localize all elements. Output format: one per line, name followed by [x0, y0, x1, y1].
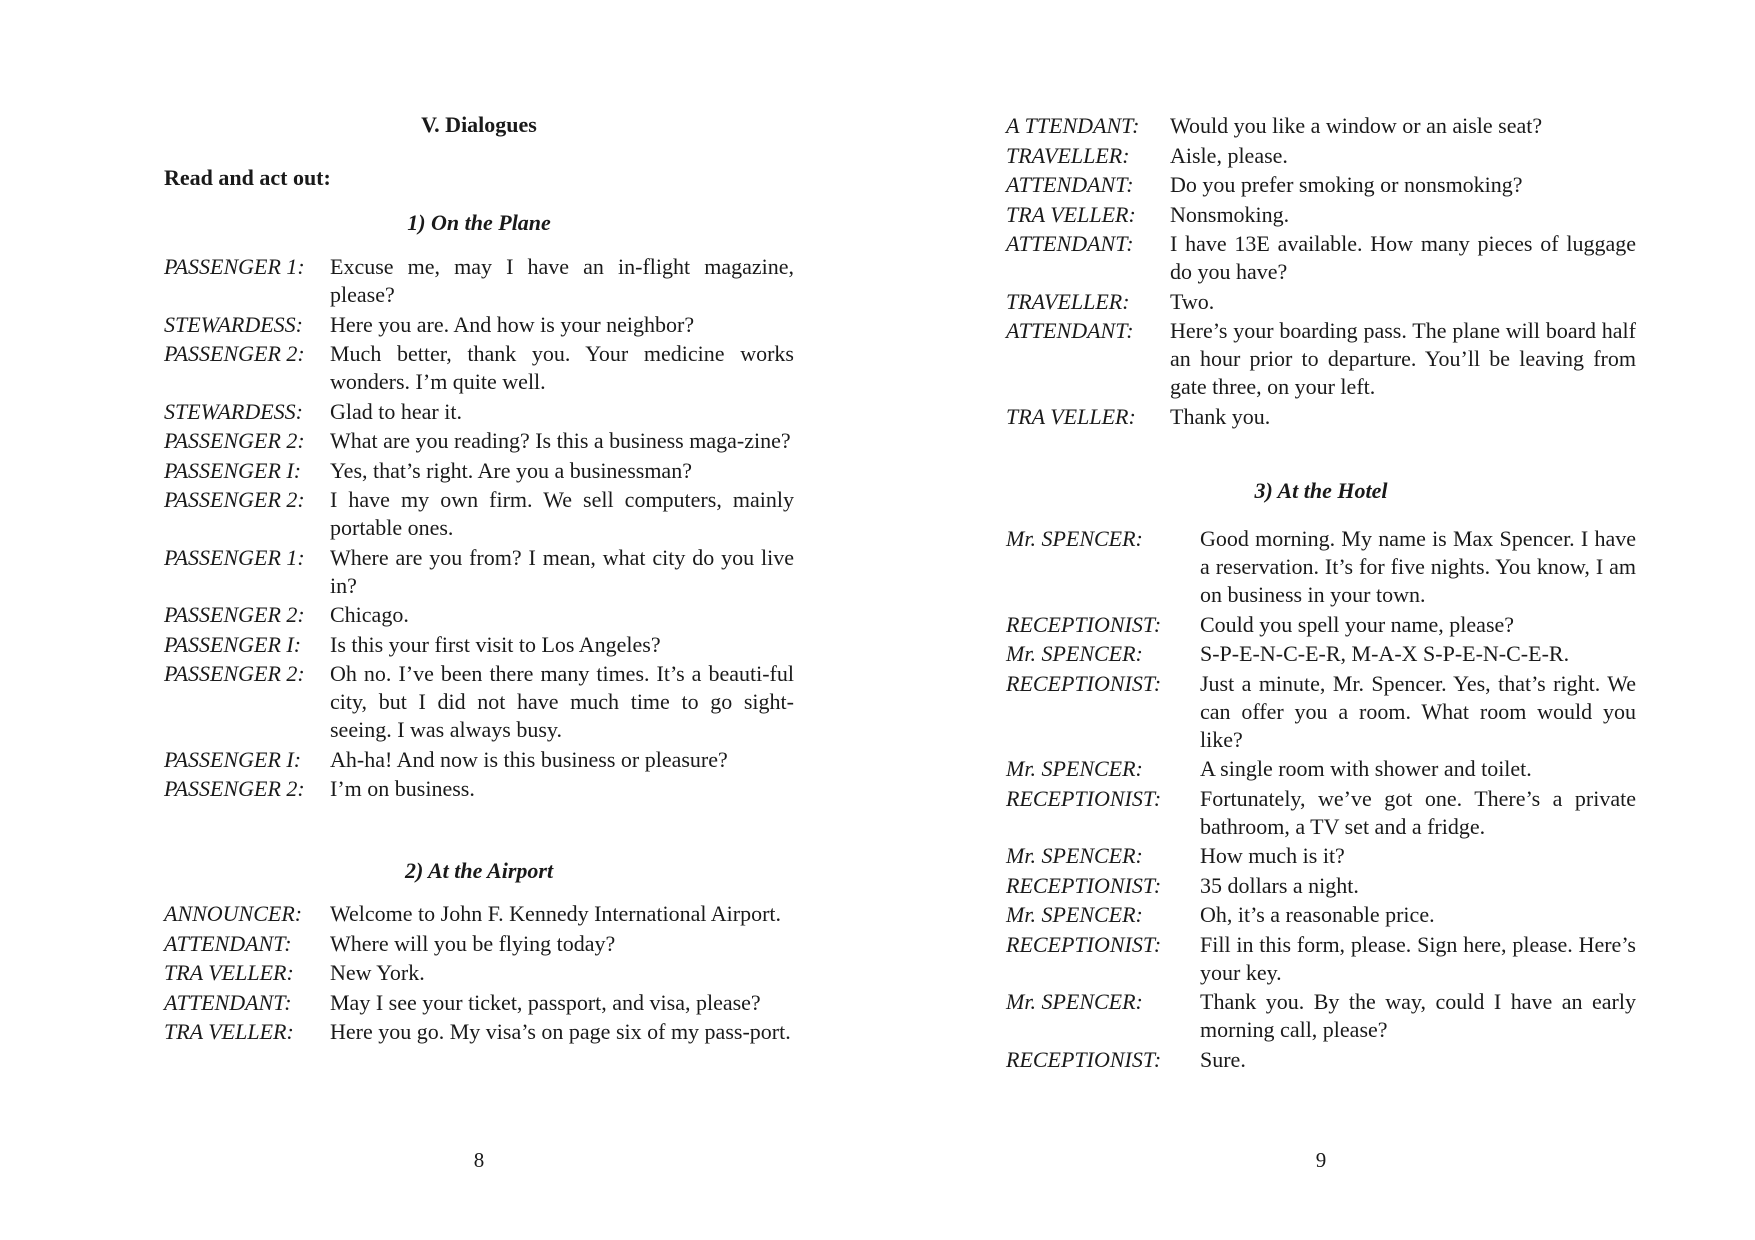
speaker: Mr. SPENCER:: [1006, 989, 1143, 1014]
dialogue-line: [1006, 670, 1636, 754]
dialogue-line: [1006, 142, 1636, 170]
speaker: TRAVELLER:: [1006, 142, 1130, 168]
dialogue-line: [164, 601, 794, 629]
speaker: PASSENGER 1:: [164, 254, 305, 279]
speech: Where are you from? I mean, what city do you live in?: [330, 544, 794, 598]
speech: Fortunately, we’ve got one. There’s a private bathroom, a TV set and a fridge.: [1200, 785, 1636, 839]
speaker: ATTENDANT:: [1006, 318, 1134, 343]
left-page: [164, 0, 794, 1240]
speaker: PASSENGER 2:: [164, 661, 305, 686]
dialogue-line: [1006, 785, 1636, 841]
speech: I have my own firm. We sell computers, mainly portable ones.: [330, 487, 794, 540]
speaker: Mr. SPENCER:: [1006, 526, 1143, 551]
section-title: V. Dialogues: [421, 112, 537, 137]
dialogue-line: [164, 959, 794, 987]
speech: I have 13E available. How many pieces of luggage do you have?: [1170, 231, 1636, 284]
speech: Aisle, please.: [1170, 142, 1288, 168]
speech: Thank you. By the way, could I have an early morning call, please?: [1200, 989, 1636, 1042]
speaker: PASSENGER I:: [164, 631, 302, 657]
dialogue-line: [1006, 901, 1636, 929]
dialogue-on-the-plane: [164, 253, 794, 805]
dialogue-at-the-airport: [164, 900, 794, 1048]
speaker: PASSENGER 2:: [164, 487, 305, 512]
speaker: TRAVELLER:: [1006, 288, 1130, 314]
dialogue-at-the-hotel: [1006, 525, 1636, 1075]
speaker: ATTENDANT:: [164, 989, 292, 1015]
speech: 35 dollars a night.: [1200, 872, 1359, 898]
speech: Oh, it’s a reasonable price.: [1200, 902, 1435, 927]
speaker: PASSENGER 2:: [164, 341, 305, 366]
speaker: RECEPTIONIST:: [1006, 670, 1162, 696]
dialogue-line: [164, 253, 794, 309]
dialogue-line: [164, 457, 794, 485]
speaker: RECEPTIONIST:: [1006, 872, 1162, 898]
speaker: TRA VELLER:: [1006, 403, 1136, 429]
speaker: ATTENDANT:: [164, 930, 292, 956]
instruction: Read and act out:: [164, 165, 331, 190]
dialogue-line: [1006, 611, 1636, 639]
speaker: PASSENGER I:: [164, 746, 302, 772]
speaker: Mr. SPENCER:: [1006, 902, 1143, 927]
dialogue-line: [164, 398, 794, 426]
speaker: Mr. SPENCER:: [1006, 641, 1143, 666]
dialogue-line: [1006, 755, 1636, 783]
dialogue-line: [1006, 842, 1636, 870]
speaker: PASSENGER 2:: [164, 602, 305, 627]
speaker: A TTENDANT:: [1006, 113, 1140, 138]
speaker: TRA VELLER:: [1006, 201, 1136, 227]
dialogue-line: [164, 746, 794, 774]
dialogue-title-at-the-airport: 2) At the Airport: [404, 858, 554, 883]
speaker: RECEPTIONIST:: [1006, 785, 1162, 811]
speech: What are you reading? Is this a business maga-zine?: [330, 428, 791, 453]
dialogue-line: [1006, 230, 1636, 286]
dialogue-line: [164, 486, 794, 542]
dialogue-line: [1006, 112, 1636, 140]
dialogue-title-at-the-hotel: 3) At the Hotel: [1254, 478, 1388, 503]
dialogue-line: [1006, 640, 1636, 668]
dialogue-line: [1006, 201, 1636, 229]
dialogue-line: [164, 930, 794, 958]
speech: Here you go. My visa’s on page six of my pass-port.: [330, 1019, 791, 1044]
dialogue-line: [1006, 988, 1636, 1044]
speech: Just a minute, Mr. Spencer. Yes, that’s right. We can offer you a room. What room would you like?: [1200, 670, 1636, 752]
speaker: TRA VELLER:: [164, 960, 294, 985]
speech: Here’s your boarding pass. The plane will board half an hour prior to departure. You’ll be leaving from gate three, on your left.: [1170, 318, 1636, 399]
page-number: 9: [1315, 1148, 1327, 1172]
speaker: ATTENDANT:: [1006, 172, 1134, 197]
dialogue-line: [1006, 525, 1636, 609]
speech: Welcome to John F. Kennedy International Airport.: [330, 901, 782, 926]
speaker: PASSENGER 1:: [164, 544, 305, 570]
dialogue-at-the-airport-continued: [1006, 112, 1636, 432]
speech: Yes, that’s right. Are you a businessman?: [330, 457, 692, 483]
speaker: STEWARDESS:: [164, 398, 303, 424]
dialogue-line: [164, 900, 794, 928]
speaker: RECEPTIONIST:: [1006, 611, 1162, 637]
dialogue-line: [1006, 317, 1636, 401]
dialogue-line: [1006, 931, 1636, 987]
speech: Where will you be flying today?: [330, 930, 616, 956]
dialogue-line: [164, 427, 794, 455]
speaker: ATTENDANT:: [1006, 231, 1134, 256]
speaker: STEWARDESS:: [164, 311, 303, 337]
speech: Is this your first visit to Los Angeles?: [330, 631, 661, 657]
speech: May I see your ticket, passport, and visa, please?: [330, 989, 761, 1015]
dialogue-line: [1006, 403, 1636, 431]
speech: Could you spell your name, please?: [1200, 611, 1515, 637]
speaker: RECEPTIONIST:: [1006, 1046, 1162, 1072]
speaker: Mr. SPENCER:: [1006, 843, 1143, 868]
speech: Good morning. My name is Max Spencer. I have a reservation. It’s for five nights. You know, I am on business in your town.: [1200, 526, 1636, 607]
speech: S-P-E-N-C-E-R, M-A-X S-P-E-N-C-E-R.: [1200, 641, 1570, 666]
speech: Oh no. I’ve been there many times. It’s a beauti-ful city, but I did not have much time to go sight-seeing. I was always busy.: [330, 661, 794, 742]
speech: Excuse me, may I have an in-flight magazine, please?: [330, 254, 794, 307]
dialogue-line: [1006, 872, 1636, 900]
speaker: PASSENGER I:: [164, 457, 302, 483]
speech: Sure.: [1200, 1046, 1246, 1072]
page-number: 8: [473, 1148, 485, 1172]
dialogue-line: [1006, 171, 1636, 199]
speech: Do you prefer smoking or nonsmoking?: [1170, 172, 1523, 197]
right-page: [1006, 0, 1636, 1240]
speaker: ANNOUNCER:: [164, 901, 303, 926]
dialogue-line: [164, 544, 794, 600]
speech: A single room with shower and toilet.: [1200, 756, 1532, 781]
speech: Ah-ha! And now is this business or pleasure?: [330, 746, 728, 772]
speech: Nonsmoking.: [1170, 201, 1290, 227]
speaker: TRA VELLER:: [164, 1019, 294, 1044]
speech: Here you are. And how is your neighbor?: [330, 311, 695, 337]
dialogue-line: [164, 340, 794, 396]
dialogue-line: [164, 660, 794, 744]
speaker: PASSENGER 2:: [164, 776, 305, 801]
speaker: PASSENGER 2:: [164, 428, 305, 453]
dialogue-line: [164, 775, 794, 803]
dialogue-line: [1006, 288, 1636, 316]
dialogue-line: [164, 311, 794, 339]
dialogue-line: [164, 989, 794, 1017]
speech: How much is it?: [1200, 843, 1345, 868]
speaker: RECEPTIONIST:: [1006, 931, 1162, 957]
speech: Glad to hear it.: [330, 398, 462, 424]
speech: Fill in this form, please. Sign here, please. Here’s your key.: [1200, 931, 1636, 985]
speech: I’m on business.: [330, 776, 475, 801]
speech: Would you like a window or an aisle seat?: [1170, 113, 1543, 138]
dialogue-line: [1006, 1046, 1636, 1074]
speech: Thank you.: [1170, 403, 1271, 429]
speech: Chicago.: [330, 602, 409, 627]
speech: Much better, thank you. Your medicine works wonders. I’m quite well.: [330, 341, 794, 394]
dialogue-line: [164, 1018, 794, 1046]
speech: Two.: [1170, 288, 1215, 314]
dialogue-title-on-the-plane: 1) On the Plane: [407, 210, 551, 235]
speaker: Mr. SPENCER:: [1006, 756, 1143, 781]
dialogue-line: [164, 631, 794, 659]
speech: New York.: [330, 960, 425, 985]
